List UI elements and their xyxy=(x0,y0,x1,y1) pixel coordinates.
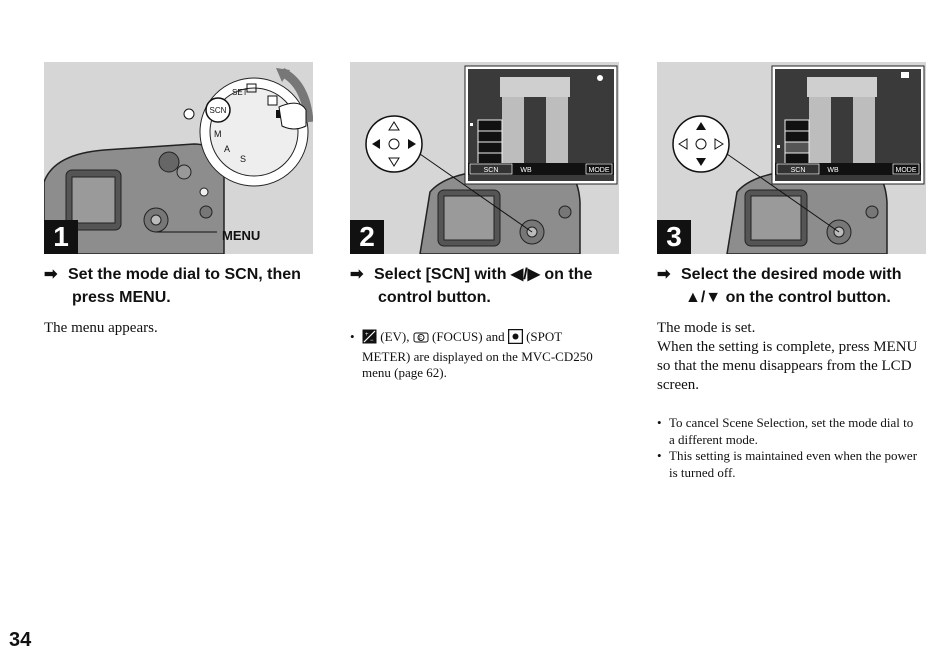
step-3-body-line: screen. xyxy=(657,377,700,393)
step-3-body-line: so that the menu disappears from the LCD xyxy=(657,358,912,374)
dial-set-label: SET xyxy=(232,88,248,97)
lcd-wb-tab: WB xyxy=(520,167,532,174)
step-3-body xyxy=(657,319,942,395)
camera-mode-dial-drawing xyxy=(44,62,313,254)
list-item xyxy=(657,415,942,448)
list-item-line: a different mode. xyxy=(669,431,758,447)
list-item-line: • To cancel Scene Selection, set the mode dial to xyxy=(669,415,914,430)
step-2-heading-line2: control button. xyxy=(378,289,491,306)
lcd-wb-tab: WB xyxy=(827,167,839,174)
step-3-heading xyxy=(657,263,947,309)
note-focus: (FOCUS) and xyxy=(432,329,505,344)
list-item-line: • This setting is maintained even when the power xyxy=(669,448,918,463)
step-3-heading-line1: Select the desired mode with xyxy=(681,266,902,283)
lcd-scn-tab: SCN xyxy=(483,167,499,174)
camera-lcd-drawing xyxy=(657,62,926,254)
step-2-note-item xyxy=(350,329,612,382)
lcd-scn-tab: SCN xyxy=(790,167,806,174)
dial-m-label: M xyxy=(214,129,222,139)
step-3-bullets xyxy=(657,415,942,481)
list-item xyxy=(657,448,942,481)
note-line3: menu (page 62). xyxy=(362,365,447,380)
camera-lcd-drawing xyxy=(350,62,619,254)
step-3-illustration xyxy=(657,62,926,254)
focus-icon xyxy=(413,331,429,349)
svg-text:F: F xyxy=(418,336,422,342)
svg-text:−: − xyxy=(370,338,374,344)
step-1-heading xyxy=(44,263,334,309)
spot-meter-icon xyxy=(508,329,523,349)
note-line2: METER) are displayed on the MVC-CD250 xyxy=(362,348,593,364)
dial-a-label: A xyxy=(224,144,231,154)
step-3-number: 3 xyxy=(657,220,691,254)
arrow-right-icon: ➡ xyxy=(44,266,58,283)
step-3-body-line: The mode is set. xyxy=(657,320,756,336)
step-2-note xyxy=(350,329,612,382)
step-1-number: 1 xyxy=(44,220,78,254)
step-1-heading-line1: Set the mode dial to SCN, then xyxy=(68,266,301,283)
arrow-right-icon: ➡ xyxy=(657,266,671,283)
lcd-mode-tab: MODE xyxy=(895,167,917,174)
step-1-heading-line2: press MENU. xyxy=(72,289,171,306)
step-1-body: The menu appears. xyxy=(44,320,158,336)
step-3-heading-line2: ▲/▼ on the control button. xyxy=(685,289,891,306)
step-3-body-line: When the setting is complete, press MENU xyxy=(657,339,918,355)
dial-scn-label: SCN xyxy=(209,106,227,115)
step-2-number: 2 xyxy=(350,220,384,254)
ev-icon xyxy=(362,329,377,349)
svg-text:+: • + xyxy=(365,332,369,338)
menu-button-label: MENU xyxy=(222,228,261,243)
lcd-mode-tab: MODE xyxy=(588,167,610,174)
note-ev: (EV), xyxy=(380,329,410,344)
dial-s-label: S xyxy=(240,154,247,164)
note-spot: (SPOT xyxy=(526,329,563,344)
step-2-illustration xyxy=(350,62,619,254)
step-2-heading-line1: Select [SCN] with ◀/▶ on the xyxy=(374,266,593,283)
page-number: 34 xyxy=(9,629,32,651)
step-2-heading xyxy=(350,263,640,309)
list-item-line: is turned off. xyxy=(669,464,736,480)
playback-icon xyxy=(268,96,277,105)
step-1-illustration xyxy=(44,62,313,254)
arrow-right-icon: ➡ xyxy=(350,266,364,283)
